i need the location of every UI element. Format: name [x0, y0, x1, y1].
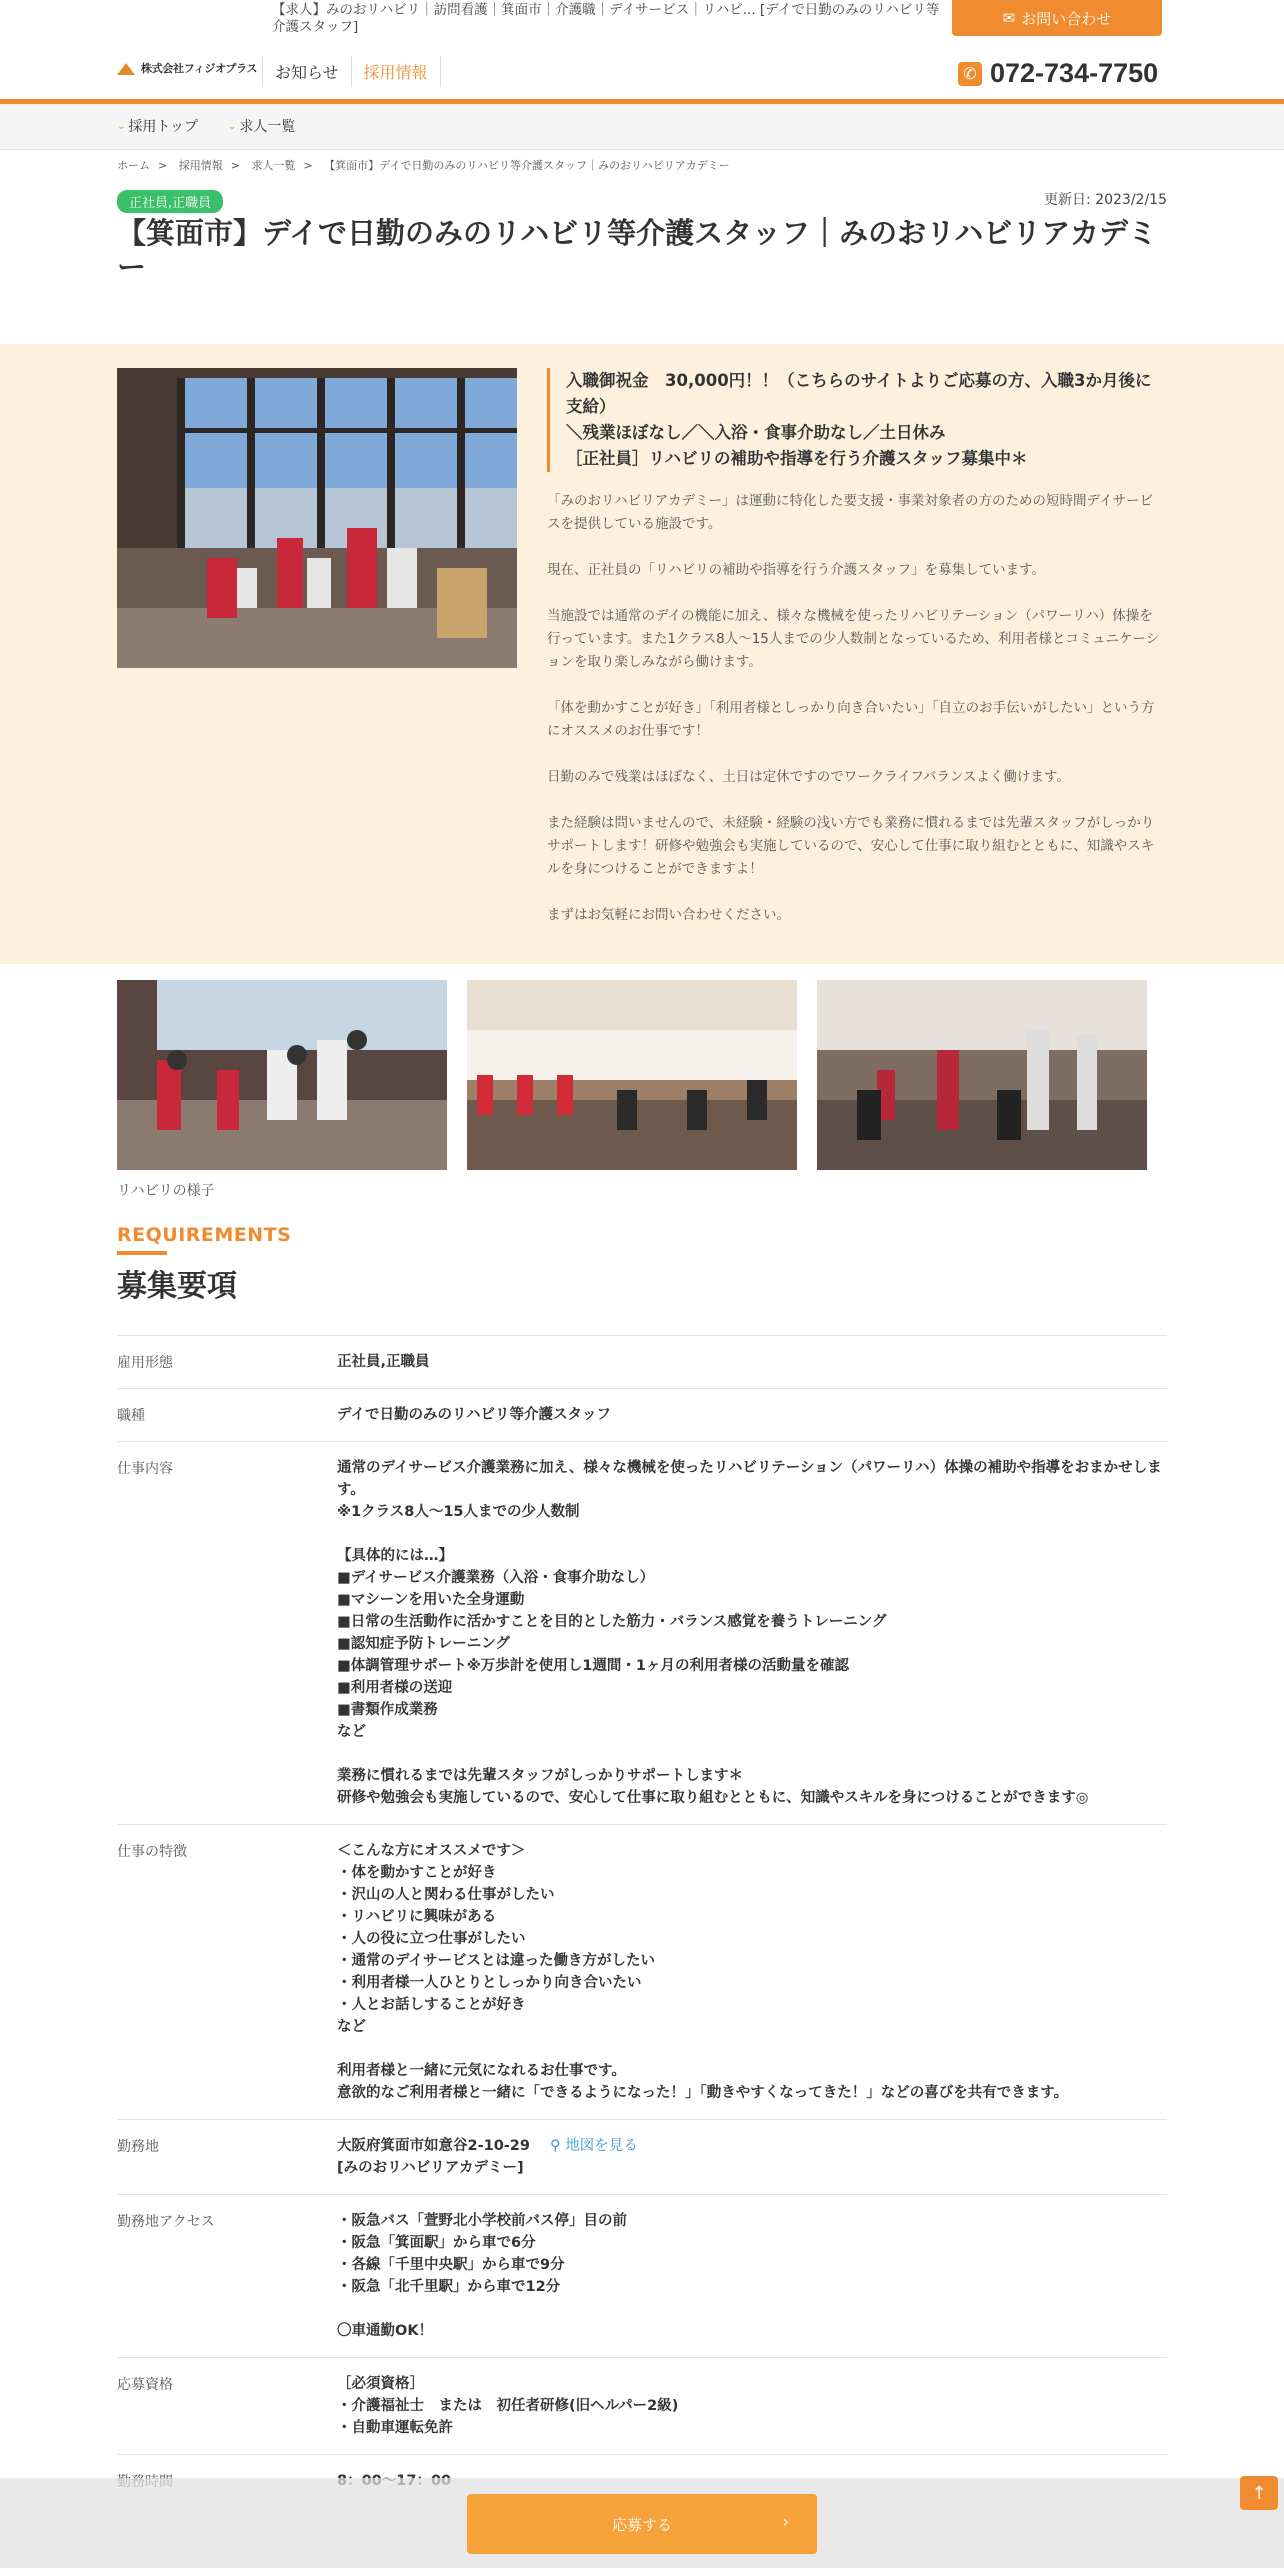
- nav-recruit[interactable]: 採用情報: [352, 56, 441, 87]
- subnav-job-list[interactable]: [228, 116, 295, 136]
- map-link[interactable]: [550, 2138, 638, 2154]
- main-photo-rehab-room: [117, 368, 517, 668]
- row-value: ・阪急バス「萱野北小学校前バス停」目の前 ・阪急「箕面駅」から車で6分 ・各線「千里中央駅」から車で9分 ・阪急「北千里駅」から車で12分 〇車通勤OK！: [337, 2213, 627, 2339]
- company-logo[interactable]: [117, 60, 257, 76]
- chevron-right-icon: ›: [782, 2512, 789, 2531]
- address: 大阪府箕面市如意谷2-10-29: [337, 2138, 530, 2154]
- chevron-down-icon: ⌄: [117, 120, 126, 132]
- scroll-to-top-button[interactable]: [1240, 2476, 1278, 2510]
- apply-button-label: 応募する: [611, 2515, 672, 2534]
- row-label: 雇用形態: [117, 1355, 173, 1371]
- requirements-heading-en: REQUIREMENTS: [117, 1224, 292, 1246]
- logo-mark-icon: [117, 61, 137, 75]
- table-row: [117, 2120, 1167, 2195]
- intro-paragraph: 日勤のみで残業はほぼなく、土日は定休ですのでワークライフバランスよく働けます。: [547, 769, 1070, 785]
- phone-icon: ✆: [958, 62, 982, 86]
- row-label: 仕事の特徴: [117, 1844, 187, 1860]
- gallery-photo-1[interactable]: [117, 980, 447, 1170]
- chevron-down-icon: ⌄: [227, 120, 237, 132]
- header-nav: [262, 56, 441, 87]
- phone-number-text: 072-734-7750: [990, 58, 1159, 88]
- intro-paragraph: 「体を動かすことが好き」「利用者様としっかり向き合いたい」「自立のお手伝いがしたい」という方にオススメのお仕事です！: [547, 700, 1155, 739]
- page-title: 【箕面市】デイで日勤のみのリハビリ等介護スタッフ｜みのおリハビリアカデミー: [117, 216, 1157, 284]
- row-value: デイで日勤のみのリハビリ等介護スタッフ: [337, 1407, 612, 1423]
- phone-number[interactable]: [958, 58, 1158, 89]
- breadcrumb-home[interactable]: ホーム: [117, 159, 150, 172]
- sub-navigation: [0, 104, 1284, 150]
- subnav-label: 採用トップ: [128, 119, 198, 135]
- arrow-up-icon: ↑: [1251, 2482, 1267, 2504]
- requirements-heading: 募集要項: [117, 1269, 237, 1304]
- subnav-label: 求人一覧: [239, 119, 296, 135]
- gallery-photo-2[interactable]: [467, 980, 797, 1170]
- intro-paragraph: まずはお気軽にお問い合わせください。: [547, 907, 790, 923]
- intro-paragraph: 「みのおリハビリアカデミー」は運動に特化した要支援・事業対象者の方のための短時間デイサービスを提供している施設です。: [547, 493, 1154, 532]
- photo-gallery: [117, 964, 1167, 1224]
- row-label: 応募資格: [117, 2377, 173, 2393]
- subnav-recruit-top[interactable]: [117, 116, 198, 136]
- breadcrumb-recruit[interactable]: 採用情報: [178, 159, 223, 172]
- intro-paragraph: また経験は問いませんので、未経験・経験の浅い方でも業務に慣れるまでは先輩スタッフがしっかりサポートします！研修や勉強会も実施しているので、安心して仕事に取り組むとともに、知識やスキルを身につけることができますよ！: [547, 815, 1155, 877]
- table-row: [117, 1336, 1167, 1389]
- facility-name: [みのおリハビリアカデミー]: [337, 2160, 524, 2176]
- header-description: 【求人】みのおリハビリ｜訪問看護｜箕面市｜介護職｜デイサービス｜リハビ... [デイで日勤のみのリハビリ等介護スタッフ]: [272, 2, 940, 35]
- requirements-section: [117, 1224, 1167, 2507]
- table-row: [117, 1442, 1167, 1825]
- heading-underline: [117, 1251, 167, 1255]
- job-title-block: [117, 184, 1167, 344]
- breadcrumb-job-list[interactable]: 求人一覧: [251, 159, 296, 172]
- table-row: [117, 2358, 1167, 2455]
- row-label: 勤務地: [117, 2139, 159, 2155]
- row-value: ＜こんな方にオススメです＞ ・体を動かすことが好き ・沢山の人と関わる仕事がしたい ・リハビリに興味がある ・人の役に立つ仕事がしたい ・通常のデイサービスとは違った働き方がしたい ・利用者様一人ひとりとしっかり向き合いたい ・人とお話しすることが好き など 利用者様と一緒に元気になれるお仕事です。 意欲的なご利用者様と一緒に「できるようになった！」「動きやすくなってきた！」などの喜びを共有できます。: [337, 1843, 1069, 2101]
- breadcrumb-current: 【箕面市】デイで日勤のみのリハビリ等介護スタッフ｜みのおリハビリアカデミー: [324, 159, 730, 172]
- contact-button[interactable]: [952, 0, 1162, 36]
- job-intro-section: [0, 344, 1284, 964]
- breadcrumb: ホーム > 採用情報 > 求人一覧 > 【箕面市】デイで日勤のみのリハビリ等介護スタッフ｜みのおリハビリアカデミー: [117, 159, 730, 172]
- contact-button-label: お問い合わせ: [1021, 9, 1112, 28]
- logo-text: 株式会社フィジオプラス: [141, 62, 258, 75]
- row-label: 仕事内容: [117, 1461, 173, 1477]
- map-link-label: 地図を見る: [565, 2138, 638, 2154]
- gallery-photo-3[interactable]: [817, 980, 1147, 1170]
- intro-paragraph: 当施設では通常のデイの機能に加え、様々な機械を使ったリハビリテーション（パワーリハ）体操を行っています。また1クラス8人～15人までの少人数制となっているため、利用者様とコミュニケーションを取り楽しみながら働けます。: [547, 608, 1160, 670]
- map-pin-icon: ⚲: [549, 2138, 566, 2154]
- intro-catchphrase: 入職御祝金 30,000円！！（こちらのサイトよりご応募の方、入職3か月後に支給） ＼残業ほぼなし／＼入浴・食事介助なし／土日休み ［正社員］リハビリの補助や指導を行う介護スタッフ募集中＊: [547, 368, 1157, 472]
- row-value-location: [337, 2120, 1167, 2195]
- updated-date: 更新日: 2023/2/15: [1044, 192, 1167, 208]
- mail-icon: ✉: [1002, 9, 1016, 27]
- row-value: 通常のデイサービス介護業務に加え、様々な機械を使ったリハビリテーション（パワーリハ）体操の補助や指導をおまかせします。 ※1クラス8人～15人までの少人数制 【具体的には…】 ■デイサービス介護業務（入浴・食事介助なし） ■マシーンを用いた全身運動 ■日常の生活動作に活かすことを目的とした筋力・バランス感覚を養うトレーニング ■認知症予防トレーニング ■体調管理サポート※万歩計を使用し1週間・1ヶ月の利用者様の活動量を確認 ■利用者様の送迎 ■書類作成業務 など 業務に慣れるまでは先輩スタッフがしっかりサポートします＊ 研修や勉強会も実施しているので、安心して仕事に取り組むとともに、知識やスキルを身につけることができます◎: [337, 1460, 1162, 1806]
- row-value: 正社員,正職員: [337, 1354, 430, 1370]
- intro-paragraph: 現在、正社員の「リハビリの補助や指導を行う介護スタッフ」を募集しています。: [547, 562, 1046, 578]
- table-row: [117, 1389, 1167, 1442]
- table-row: [117, 2195, 1167, 2358]
- apply-button[interactable]: [467, 2494, 817, 2554]
- intro-body: [547, 490, 1162, 950]
- row-label: 職種: [117, 1408, 145, 1424]
- row-value: ［必須資格］ ・介護福祉士 または 初任者研修(旧ヘルパー2級) ・自動車運転免許: [337, 2376, 679, 2436]
- row-label: 勤務地アクセス: [117, 2214, 215, 2230]
- table-row: [117, 1825, 1167, 2120]
- employment-type-badge: 正社員,正職員: [117, 190, 223, 213]
- nav-news[interactable]: お知らせ: [262, 56, 352, 87]
- site-header: [0, 0, 1284, 104]
- requirements-table: [117, 1335, 1167, 2507]
- gallery-caption: リハビリの様子: [117, 1183, 215, 1199]
